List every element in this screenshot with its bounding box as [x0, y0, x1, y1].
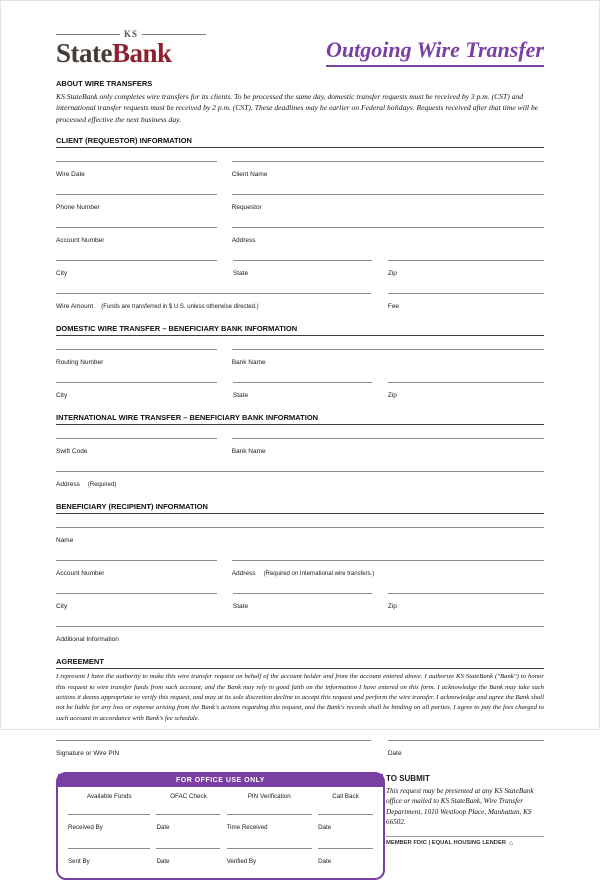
field-label: Date: [318, 824, 332, 832]
international-row-1: [56, 438, 544, 458]
field-beneficiary-name[interactable]: [56, 527, 544, 547]
section-heading-about: ABOUT WIRE TRANSFERS: [56, 79, 153, 88]
section-heading-beneficiary: BENEFICIARY (RECIPIENT) INFORMATION: [56, 502, 544, 514]
about-text: KS StateBank only completes wire transfers for its clients. To be processed the same day, domestic transfer requests must be received by 3 p.m. (CST) and international transfer requests must be received by 2 p.m. (CST). These deadlines may be earlier on Federal holidays. Requests received after that time will be processed effective the next business day.: [56, 92, 539, 124]
field-beneficiary-city[interactable]: [56, 593, 217, 613]
office-col-available-funds: Available Funds: [86, 793, 132, 801]
field-label: Bank Name: [231, 359, 266, 367]
wire-amount-note: (Funds are transferred in $ U.S. unless otherwise directed.): [101, 304, 259, 311]
office-col-ofac-check: OFAC Check: [170, 793, 207, 801]
form-header: [56, 29, 544, 67]
field-signature-date[interactable]: [388, 740, 544, 760]
to-submit-text: This request may be presented at any KS StateBank office or mailed to KS StateBank, Wire Transfer Department, 1010 Westloop Place, Manhattan, KS 66502.: [386, 787, 534, 827]
field-wire-amount[interactable]: [56, 293, 371, 313]
member-fdic-line: [386, 836, 544, 847]
office-col-pin-verification: PIN Verification: [247, 793, 291, 801]
agreement-text: I represent I have the authority to make this wire transfer request on behalf of the account holder and from the account entered above. I authorize KS StateBank ("Bank") to honor this request to wire transfer funds from such account, and the Bank may rely in good faith on the information I have entered on this form. I acknowledge the Bank may take such actions it deems appropriate to verify this request, and may at its sole discretion decline to accept this request and perform the wire transfer. I acknowledge and agree the Bank shall not be liable for any loss or expense arising from the Bank's actions regarding this request, and the Bank's records shall be binding on all parties. I agree to pay the fees charged to such account in accordance with Bank's fee schedule.: [56, 673, 544, 722]
field-callback-date[interactable]: [318, 814, 373, 834]
field-fee[interactable]: [388, 293, 544, 313]
field-label: Received By: [68, 824, 103, 832]
field-beneficiary-address[interactable]: [232, 560, 544, 580]
office-column-headers: [68, 793, 373, 800]
beneficiary-address-note: (Required on International wire transfers.): [263, 571, 375, 578]
field-label: Additional Information: [56, 636, 119, 644]
beneficiary-row-4: [56, 626, 544, 646]
field-label: City: [56, 270, 68, 278]
field-label: Wire Amount: [56, 303, 94, 311]
field-sent-date[interactable]: [156, 848, 220, 868]
field-zip[interactable]: [388, 260, 544, 280]
field-intl-address[interactable]: [56, 471, 544, 491]
client-row-5: [56, 293, 544, 313]
field-label: Address: [231, 570, 256, 578]
field-address[interactable]: [232, 227, 544, 247]
field-domestic-state[interactable]: [233, 382, 372, 402]
field-additional-information[interactable]: [56, 626, 544, 646]
field-label: Wire Date: [56, 171, 85, 179]
ks-statebank-logo: [56, 29, 206, 67]
field-label: Client Name: [231, 171, 268, 179]
field-label: State: [232, 270, 249, 278]
beneficiary-row-2: [56, 560, 544, 580]
field-wire-date[interactable]: [56, 161, 217, 181]
field-label: City: [56, 603, 68, 611]
field-label: Date: [387, 750, 402, 758]
client-row-4: [56, 260, 544, 280]
logo-bank-text: Bank: [111, 38, 172, 68]
intl-address-note: (Required): [87, 482, 117, 489]
section-heading-agreement: AGREEMENT: [56, 657, 544, 669]
field-label: Address: [231, 237, 256, 245]
section-heading-domestic: DOMESTIC WIRE TRANSFER – BENEFICIARY BANK INFORMATION: [56, 324, 544, 336]
office-use-heading: FOR OFFICE USE ONLY: [58, 774, 383, 787]
field-label: Name: [56, 537, 74, 545]
client-row-2: [56, 194, 544, 214]
field-label: Signature or Wire PIN: [56, 750, 120, 758]
field-label: Verified By: [226, 858, 257, 866]
office-row-2: [68, 848, 373, 868]
field-label: State: [232, 392, 249, 400]
field-label: Routing Number: [56, 359, 104, 367]
signature-row: [56, 740, 544, 760]
bottom-area: [56, 772, 544, 880]
field-label: Date: [318, 858, 332, 866]
field-requestor[interactable]: [232, 194, 544, 214]
field-label: Date: [156, 824, 170, 832]
field-domestic-city[interactable]: [56, 382, 217, 402]
field-label: Bank Name: [231, 448, 266, 456]
field-label: Date: [156, 858, 170, 866]
field-time-received[interactable]: [227, 814, 312, 834]
beneficiary-row-1: [56, 527, 544, 547]
field-beneficiary-state[interactable]: [233, 593, 372, 613]
office-row-1: [68, 814, 373, 834]
field-label: Swift Code: [56, 448, 88, 456]
client-row-3: [56, 227, 544, 247]
field-label: Address: [56, 481, 80, 489]
client-row-1: [56, 161, 544, 181]
field-verified-by[interactable]: [227, 848, 312, 868]
field-account-number[interactable]: [56, 227, 217, 247]
field-label: Account Number: [56, 237, 105, 245]
beneficiary-row-3: [56, 593, 544, 613]
field-routing-number[interactable]: [56, 349, 217, 369]
form-title: Outgoing Wire Transfer: [325, 37, 544, 62]
international-row-2: [56, 471, 544, 491]
section-heading-international: INTERNATIONAL WIRE TRANSFER – BENEFICIARY BANK INFORMATION: [56, 413, 544, 425]
equal-housing-lender-icon: ⌂: [509, 839, 514, 847]
logo-rule-right: [142, 34, 206, 35]
field-beneficiary-account-number[interactable]: [56, 560, 217, 580]
domestic-row-1: [56, 349, 544, 369]
office-use-box: [56, 772, 385, 880]
field-label: Zip: [387, 603, 397, 611]
field-label: State: [232, 603, 249, 611]
field-domestic-zip[interactable]: [388, 382, 544, 402]
field-intl-bank-name[interactable]: [232, 438, 544, 458]
title-underline: [326, 39, 544, 67]
field-label: Zip: [387, 270, 397, 278]
field-label: Requestor: [231, 204, 262, 212]
field-phone-number[interactable]: [56, 194, 217, 214]
field-swift-code[interactable]: [56, 438, 217, 458]
to-submit-section: [386, 772, 544, 847]
field-label: City: [56, 392, 68, 400]
field-client-name[interactable]: [232, 161, 544, 181]
office-use-fields: [58, 787, 383, 878]
field-sent-by[interactable]: [68, 848, 150, 868]
field-label: Phone Number: [56, 204, 100, 212]
member-fdic-text: MEMBER FDIC | EQUAL HOUSING LENDER: [386, 840, 507, 847]
field-state[interactable]: [233, 260, 372, 280]
field-label: Sent By: [68, 858, 90, 866]
field-label: Account Number: [56, 570, 105, 578]
section-heading-to-submit: TO SUBMIT: [386, 774, 430, 784]
field-city[interactable]: [56, 260, 217, 280]
field-received-date[interactable]: [156, 814, 220, 834]
field-beneficiary-zip[interactable]: [388, 593, 544, 613]
domestic-row-2: [56, 382, 544, 402]
logo-state-text: State: [56, 38, 112, 68]
field-verified-date[interactable]: [318, 848, 373, 868]
field-signature-or-wire-pin[interactable]: [56, 740, 371, 760]
office-col-call-back: Call Back: [332, 793, 359, 801]
field-label: Zip: [387, 392, 397, 400]
logo-ks-text: KS: [124, 29, 139, 39]
field-label: Fee: [387, 303, 400, 311]
logo-rule-left: [56, 34, 120, 35]
field-label: Time Received: [226, 824, 268, 832]
field-domestic-bank-name[interactable]: [232, 349, 544, 369]
field-received-by[interactable]: [68, 814, 150, 834]
section-heading-client: CLIENT (REQUESTOR) INFORMATION: [56, 136, 544, 148]
logo-wordmark: [56, 40, 206, 67]
